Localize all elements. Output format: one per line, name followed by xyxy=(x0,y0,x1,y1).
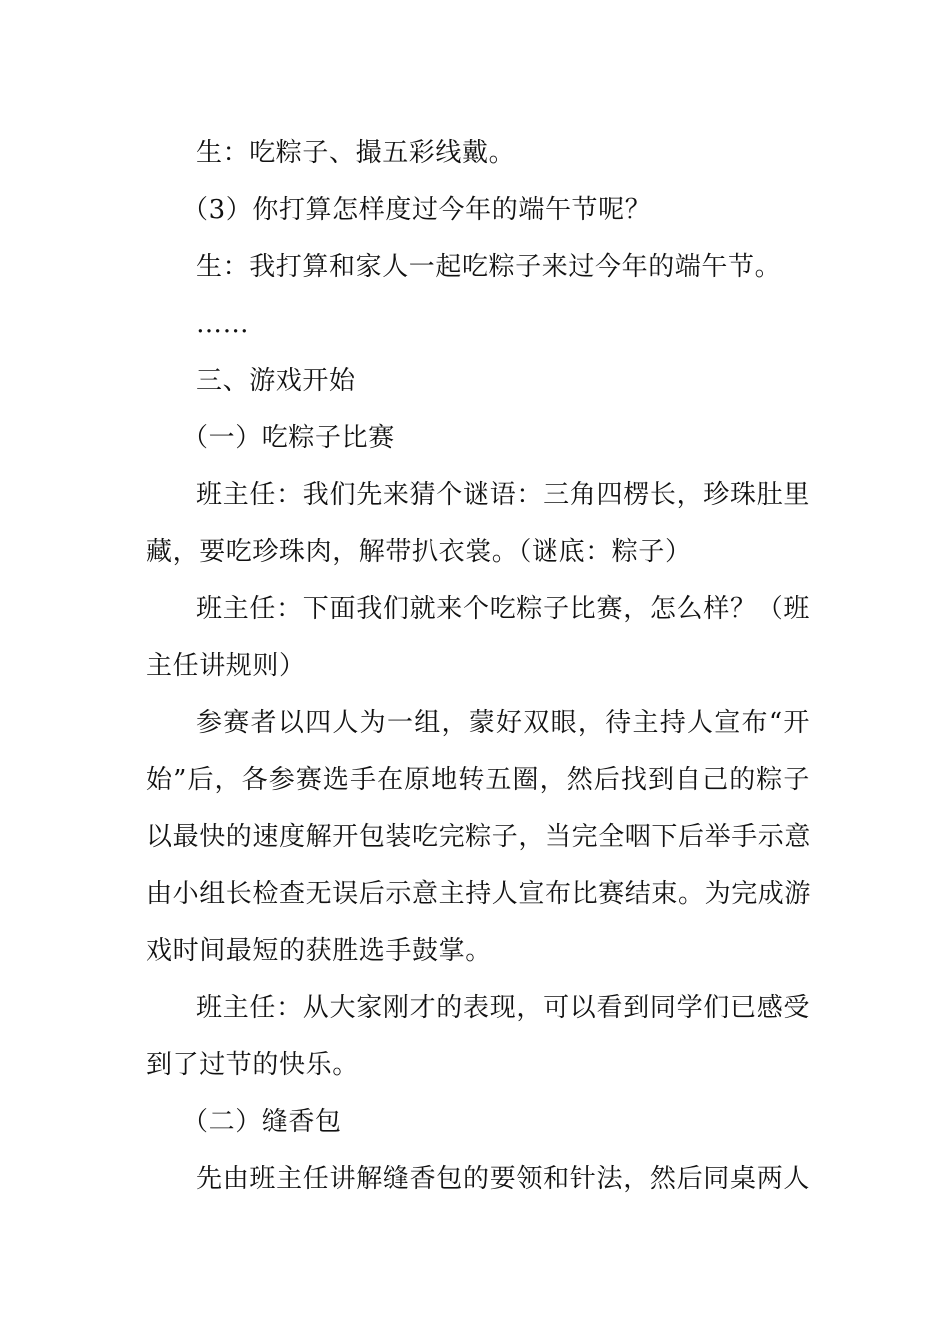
text-line: 以最快的速度解开包装吃完粽子，当完全咽下后举手示意 xyxy=(146,822,812,852)
subsection-heading: （一）吃粽子比赛 xyxy=(182,423,395,453)
text-line: 班主任：从大家刚才的表现，可以看到同学们已感受 xyxy=(196,993,810,1023)
text-line: 生：吃粽子、撮五彩线戴。 xyxy=(196,138,516,168)
subsection-heading: （二）缝香包 xyxy=(182,1107,342,1137)
ellipsis-line: …… xyxy=(196,309,250,339)
text-line: 班主任：我们先来猜个谜语：三角四楞长，珍珠肚里 xyxy=(196,480,810,510)
text-line: 生：我打算和家人一起吃粽子来过今年的端午节。 xyxy=(196,252,782,282)
text-line: 始”后，各参赛选手在原地转五圈，然后找到自己的粽子 xyxy=(146,765,810,795)
text-line: 藏，要吃珍珠肉，解带扒衣裳。（谜底：粽子） xyxy=(146,537,692,567)
text-line: 先由班主任讲解缝香包的要领和针法，然后同桌两人 xyxy=(196,1164,810,1194)
text-line: （3）你打算怎样度过今年的端午节呢？ xyxy=(182,195,652,225)
section-heading: 三、游戏开始 xyxy=(196,366,356,396)
text-line: 到了过节的快乐。 xyxy=(146,1050,359,1080)
text-line: 由小组长检查无误后示意主持人宣布比赛结束。为完成游 xyxy=(146,879,812,909)
text-line: 参赛者以四人为一组，蒙好双眼，待主持人宣布“开 xyxy=(196,708,810,738)
text-line: 班主任：下面我们就来个吃粽子比赛，怎么样？（班 xyxy=(196,594,810,624)
text-line: 主任讲规则） xyxy=(146,651,306,681)
text-line: 戏时间最短的获胜选手鼓掌。 xyxy=(146,936,492,966)
